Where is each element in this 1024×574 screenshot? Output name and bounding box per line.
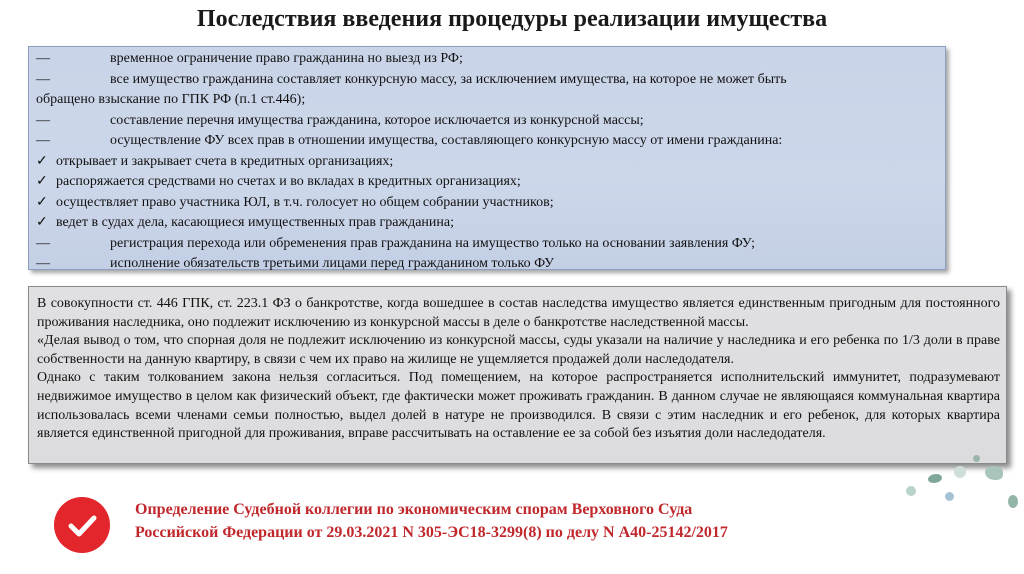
list-item: — все имущество гражданина составляет конкурсную массу, за исключением имущества, на которое не может быть <box>36 71 787 87</box>
paragraph: В совокупности ст. 446 ГПК, ст. 223.1 ФЗ о банкротстве, когда вошедшее в состав наследства имущество является единственным пригодным для постоянного проживания наследника, оно подлежит исключению из конкурсной массы в деле о банкротстве наследственной массы. <box>37 296 1000 330</box>
list-item: — составление перечня имущества гражданина, которое исключается из конкурсной массы; <box>36 112 644 128</box>
list-item: ✓ распоряжается средствами но счетах и во вкладах в кредитных организациях; <box>36 172 939 193</box>
page-title: Последствия введения процедуры реализации имущества <box>196 6 828 32</box>
checkmark-icon: ✓ <box>36 215 48 230</box>
checkmark-icon: ✓ <box>36 174 48 189</box>
decorative-dot <box>928 474 942 483</box>
list-item: — исполнение обязательств третьими лицами перед гражданином только ФУ <box>36 256 555 271</box>
list-item: — временное ограничение право гражданина но выезд из РФ; <box>36 51 463 66</box>
list-item: — регистрация перехода или обременения прав гражданина на имущество только на основании заявления ФУ; <box>36 235 756 251</box>
court-reasoning-box <box>28 286 1007 464</box>
list-item: — осуществление ФУ всех прав в отношении имущества, составляющего конкурсную массу от имени гражданина: <box>36 133 783 148</box>
checkmark-icon: ✓ <box>36 153 48 169</box>
list-item: ✓ осуществляет право участника ЮЛ, в т.ч. голосует но общем собрании участников; <box>36 193 939 214</box>
decorative-dot <box>945 492 954 501</box>
checkmark-icon: ✓ <box>36 194 48 210</box>
paragraph: Однако с таким толкованием закона нельзя согласиться. Под помещением, на которое распространяется исполнительский иммунитет, подразумевают недвижимое имущество в целом как физический объект, где фактически может проживать гражданин. В данном случае не являющаяся коммунальная квартира использовалась всеми членами семьи полностью, выдел долей в натуре не производился. В связи с этим наследник и его ребенок, для которых квартира является единственной пригодной для проживания, вправе рассчитывать на оставление ее за собой без изъятия доли наследодателя. <box>37 370 1000 442</box>
court-citation <box>135 498 863 544</box>
paragraph: «Делая вывод о том, что спорная доля не подлежит исключению из конкурсной массы, суды указали на наличие у наследника и его ребенка по 1/3 доли в праве собственности на данную квартиру, в связи с чем их право на жилище не ущемляется продажей доли наследодателя. <box>37 333 1000 367</box>
list-item-continuation: обращено взыскание по ГПК РФ (п.1 ст.446); <box>36 92 306 107</box>
citation-line: Российской Федерации от 29.03.2021 N 305-ЭС18-3299(8) по делу N А40-25142/2017 <box>135 524 728 541</box>
decorative-dot <box>985 466 1003 480</box>
check-circle-icon <box>54 497 110 553</box>
decorative-dot <box>906 486 916 496</box>
list-item: ✓ ведет в судах дела, касающиеся имущественных прав гражданина; <box>36 213 939 234</box>
citation-line: Определение Судебной коллегии по экономическим спорам Верховного Суда <box>135 501 693 518</box>
consequences-list <box>28 46 946 270</box>
decorative-dot <box>954 466 966 478</box>
list-item: ✓ открывает и закрывает счета в кредитных организациях; <box>36 152 939 173</box>
decorative-dot <box>973 455 980 462</box>
decorative-dot <box>1008 495 1018 508</box>
